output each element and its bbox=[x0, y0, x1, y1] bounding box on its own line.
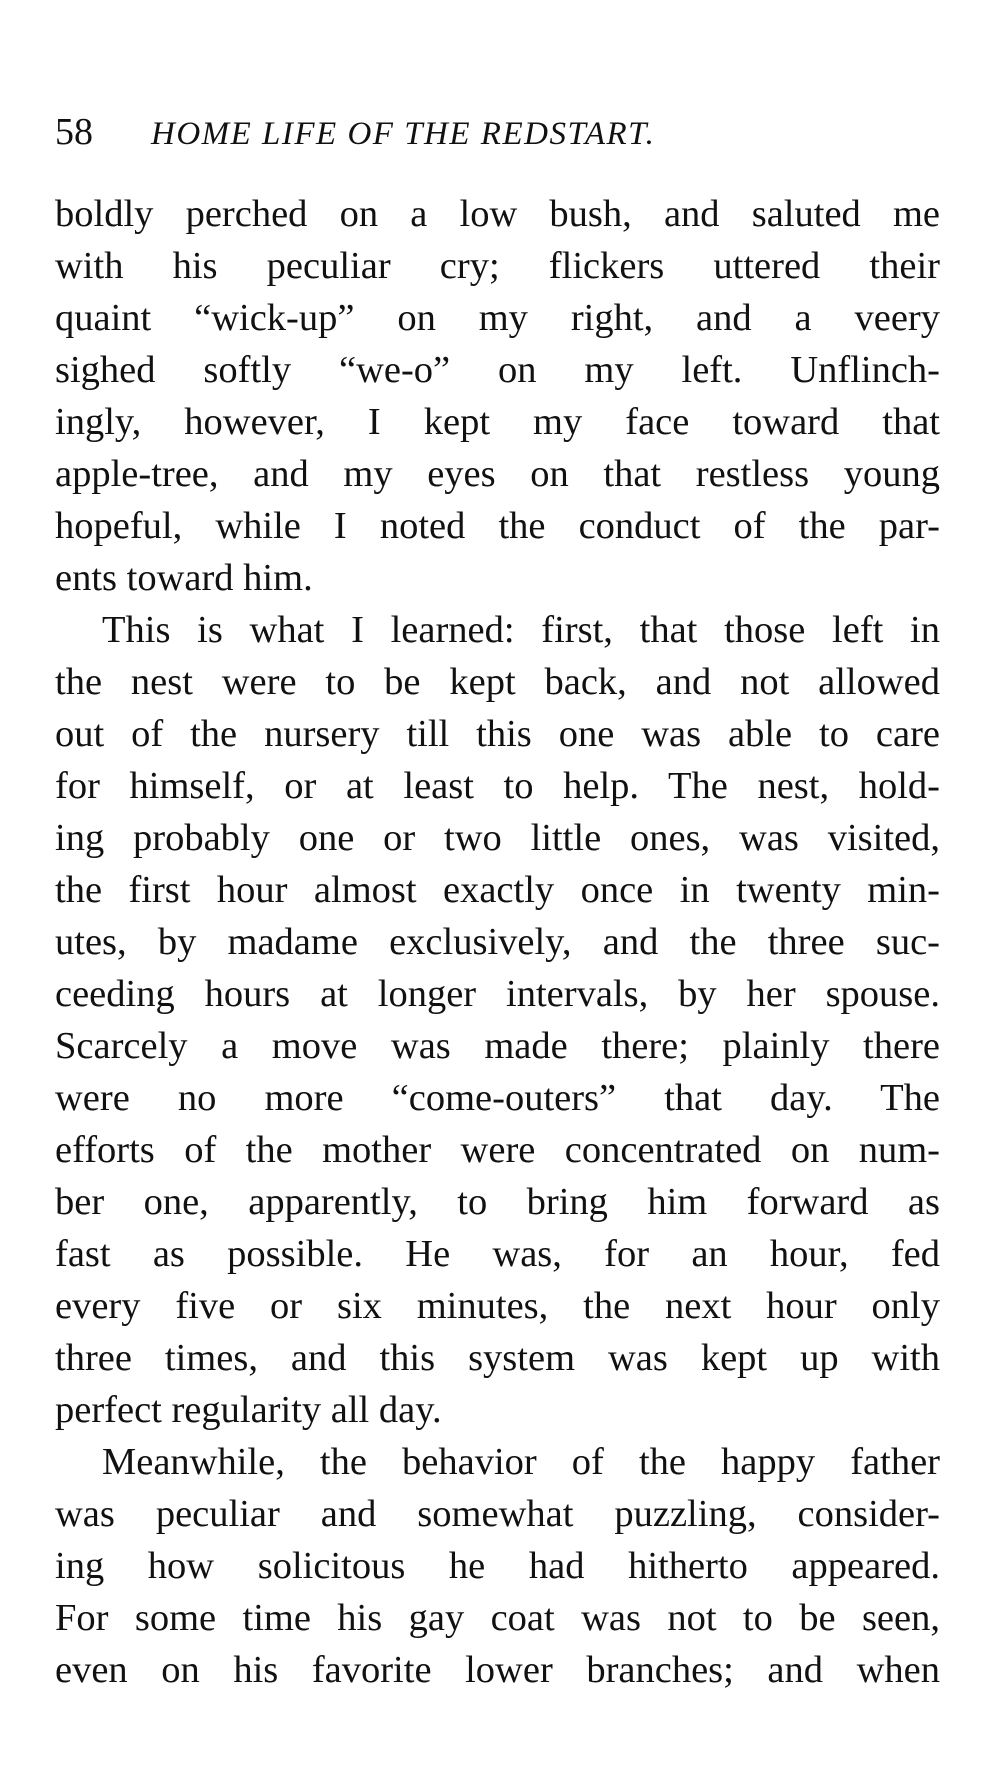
running-title: HOME LIFE OF THE REDSTART. bbox=[151, 116, 656, 152]
text-line: even on his favorite lower branches; and when bbox=[55, 1649, 940, 1691]
text-line: For some time his gay coat was not to be seen, bbox=[55, 1597, 940, 1639]
text-line: Meanwhile, the behavior of the happy father bbox=[102, 1441, 940, 1483]
paragraph-3 bbox=[55, 1436, 940, 1696]
text-line: three times, and this system was kept up with bbox=[55, 1337, 940, 1379]
text-line: ents toward him. bbox=[55, 557, 313, 599]
text-line: utes, by madame exclusively, and the three suc- bbox=[55, 921, 940, 963]
text-line: ingly, however, I kept my face toward that bbox=[55, 401, 940, 443]
text-line: This is what I learned: first, that those left in bbox=[102, 609, 940, 651]
text-line: ing probably one or two little ones, was visited, bbox=[55, 817, 940, 859]
body-text bbox=[55, 188, 940, 1696]
text-line: Scarcely a move was made there; plainly there bbox=[55, 1025, 940, 1067]
text-line: ber one, apparently, to bring him forward as bbox=[55, 1181, 940, 1223]
text-line: fast as possible. He was, for an hour, fed bbox=[55, 1233, 940, 1275]
text-line: out of the nursery till this one was able to care bbox=[55, 713, 940, 755]
text-line: apple-tree, and my eyes on that restless young bbox=[55, 453, 940, 495]
text-line: every five or six minutes, the next hour only bbox=[55, 1285, 940, 1327]
text-line: was peculiar and somewhat puzzling, consider- bbox=[55, 1493, 940, 1535]
text-line: were no more “come-outers” that day. The bbox=[55, 1077, 940, 1119]
page-number: 58 bbox=[55, 111, 93, 153]
paragraph-2 bbox=[55, 604, 940, 1436]
paragraph-1 bbox=[55, 188, 940, 604]
text-line: the nest were to be kept back, and not allowed bbox=[55, 661, 940, 703]
text-line: for himself, or at least to help. The nest, hold- bbox=[55, 765, 940, 807]
text-line: hopeful, while I noted the conduct of the par- bbox=[55, 505, 940, 547]
running-head bbox=[55, 100, 940, 164]
text-line: quaint “wick-up” on my right, and a veery bbox=[55, 297, 940, 339]
text-line: ing how solicitous he had hitherto appeared. bbox=[55, 1545, 940, 1587]
text-line: perfect regularity all day. bbox=[55, 1389, 442, 1431]
text-line: the first hour almost exactly once in twenty min- bbox=[55, 869, 940, 911]
text-line: efforts of the mother were concentrated on num- bbox=[55, 1129, 940, 1171]
text-line: boldly perched on a low bush, and saluted me bbox=[55, 193, 940, 235]
book-page bbox=[55, 100, 940, 1696]
text-line: ceeding hours at longer intervals, by her spouse. bbox=[55, 973, 940, 1015]
text-line: with his peculiar cry; flickers uttered their bbox=[55, 245, 940, 287]
text-line: sighed softly “we-o” on my left. Unflinch- bbox=[55, 349, 940, 391]
